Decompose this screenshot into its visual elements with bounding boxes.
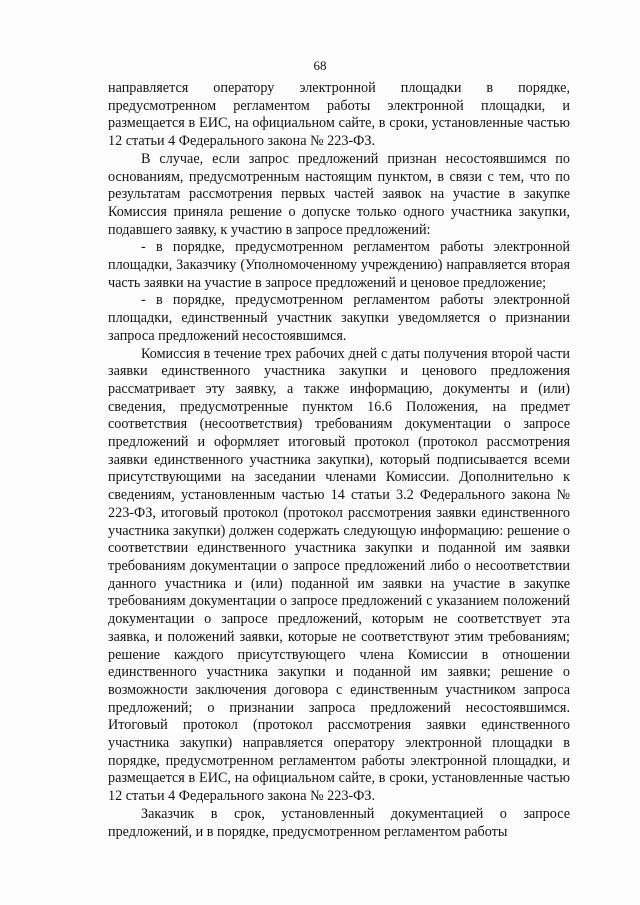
paragraph-list-item-second-part: - в порядке, предусмотренном регламентом работы электронной площадки, Заказчику (Уполномоченному учреждению) направляется вторая часть заявки на участие в запросе предложений и ценовое предложение; [108,239,570,291]
paragraph-customer-deadline: Заказчик в срок, установленный документацией о запросе предложений, и в порядке, предусмотренном регламентом работы [108,805,570,840]
page-number: 68 [313,58,327,73]
paragraph-list-item-notification: - в порядке, предусмотренном регламентом работы электронной площадки, единственный участник закупки уведомляется о признании запроса предложений несостоявшимся. [108,292,570,344]
body-text [108,80,570,841]
paragraph-failed-request-case: В случае, если запрос предложений признан несостоявшимся по основаниям, предусмотренным настоящим пунктом, в связи с тем, что по результатам рассмотрения первых частей заявок на участие в закупке Комиссия приняла решение о допуске только одного участника закупки, подавшего заявку, к участию в запросе предложений: [108,150,570,238]
paragraph-continuation: направляется оператору электронной площадки в порядке, предусмотренном регламентом работы электронной площадки, и размещается в ЕИС, на официальном сайте, в сроки, установленные частью 12 статьи 4 Федерального закона № 223-ФЗ. [108,80,570,150]
paragraph-commission-review: Комиссия в течение трех рабочих дней с даты получения второй части заявки единственного участника закупки и ценового предложения рассматривает эту заявку, а также информацию, документы и (или) сведения, предусмотренные пунктом 16.6 Положения, на предмет соответствия (несоответствия) требованиям документации о запросе предложений и оформляет итоговый протокол (протокол рассмотрения заявки единственного участника закупки), который подписывается всеми присутствующими на заседании членами Комиссии. Дополнительно к сведениям, установленным частью 14 статьи 3.2 Федерального закона № 223-ФЗ, итоговый протокол (протокол рассмотрения заявки единственного участника закупки) должен содержать следующую информацию: решение о соответствии единственного участника закупки и поданной им заявки требованиям документации о запросе предложений либо о несоответствии данного участника и (или) поданной им заявки на участие в закупке требованиям документации о запросе предложений с указанием положений документации о запросе предложений, которым не соответствует эта заявка, и положений заявки, которые не соответствуют этим требованиям; решение каждого присутствующего члена Комиссии в отношении единственного участника закупки и поданной им заявки; решение о возможности заключения договора с единственным участником запроса предложений; о признании запроса предложений несостоявшимся. Итоговый протокол (протокол рассмотрения заявки единственного участника закупки) направляется оператору электронной площадки в порядке, предусмотренном регламентом работы электронной площадки, и размещается в ЕИС, на официальном сайте, в сроки, установленные частью 12 статьи 4 Федерального закона № 223-ФЗ. [108,345,570,805]
